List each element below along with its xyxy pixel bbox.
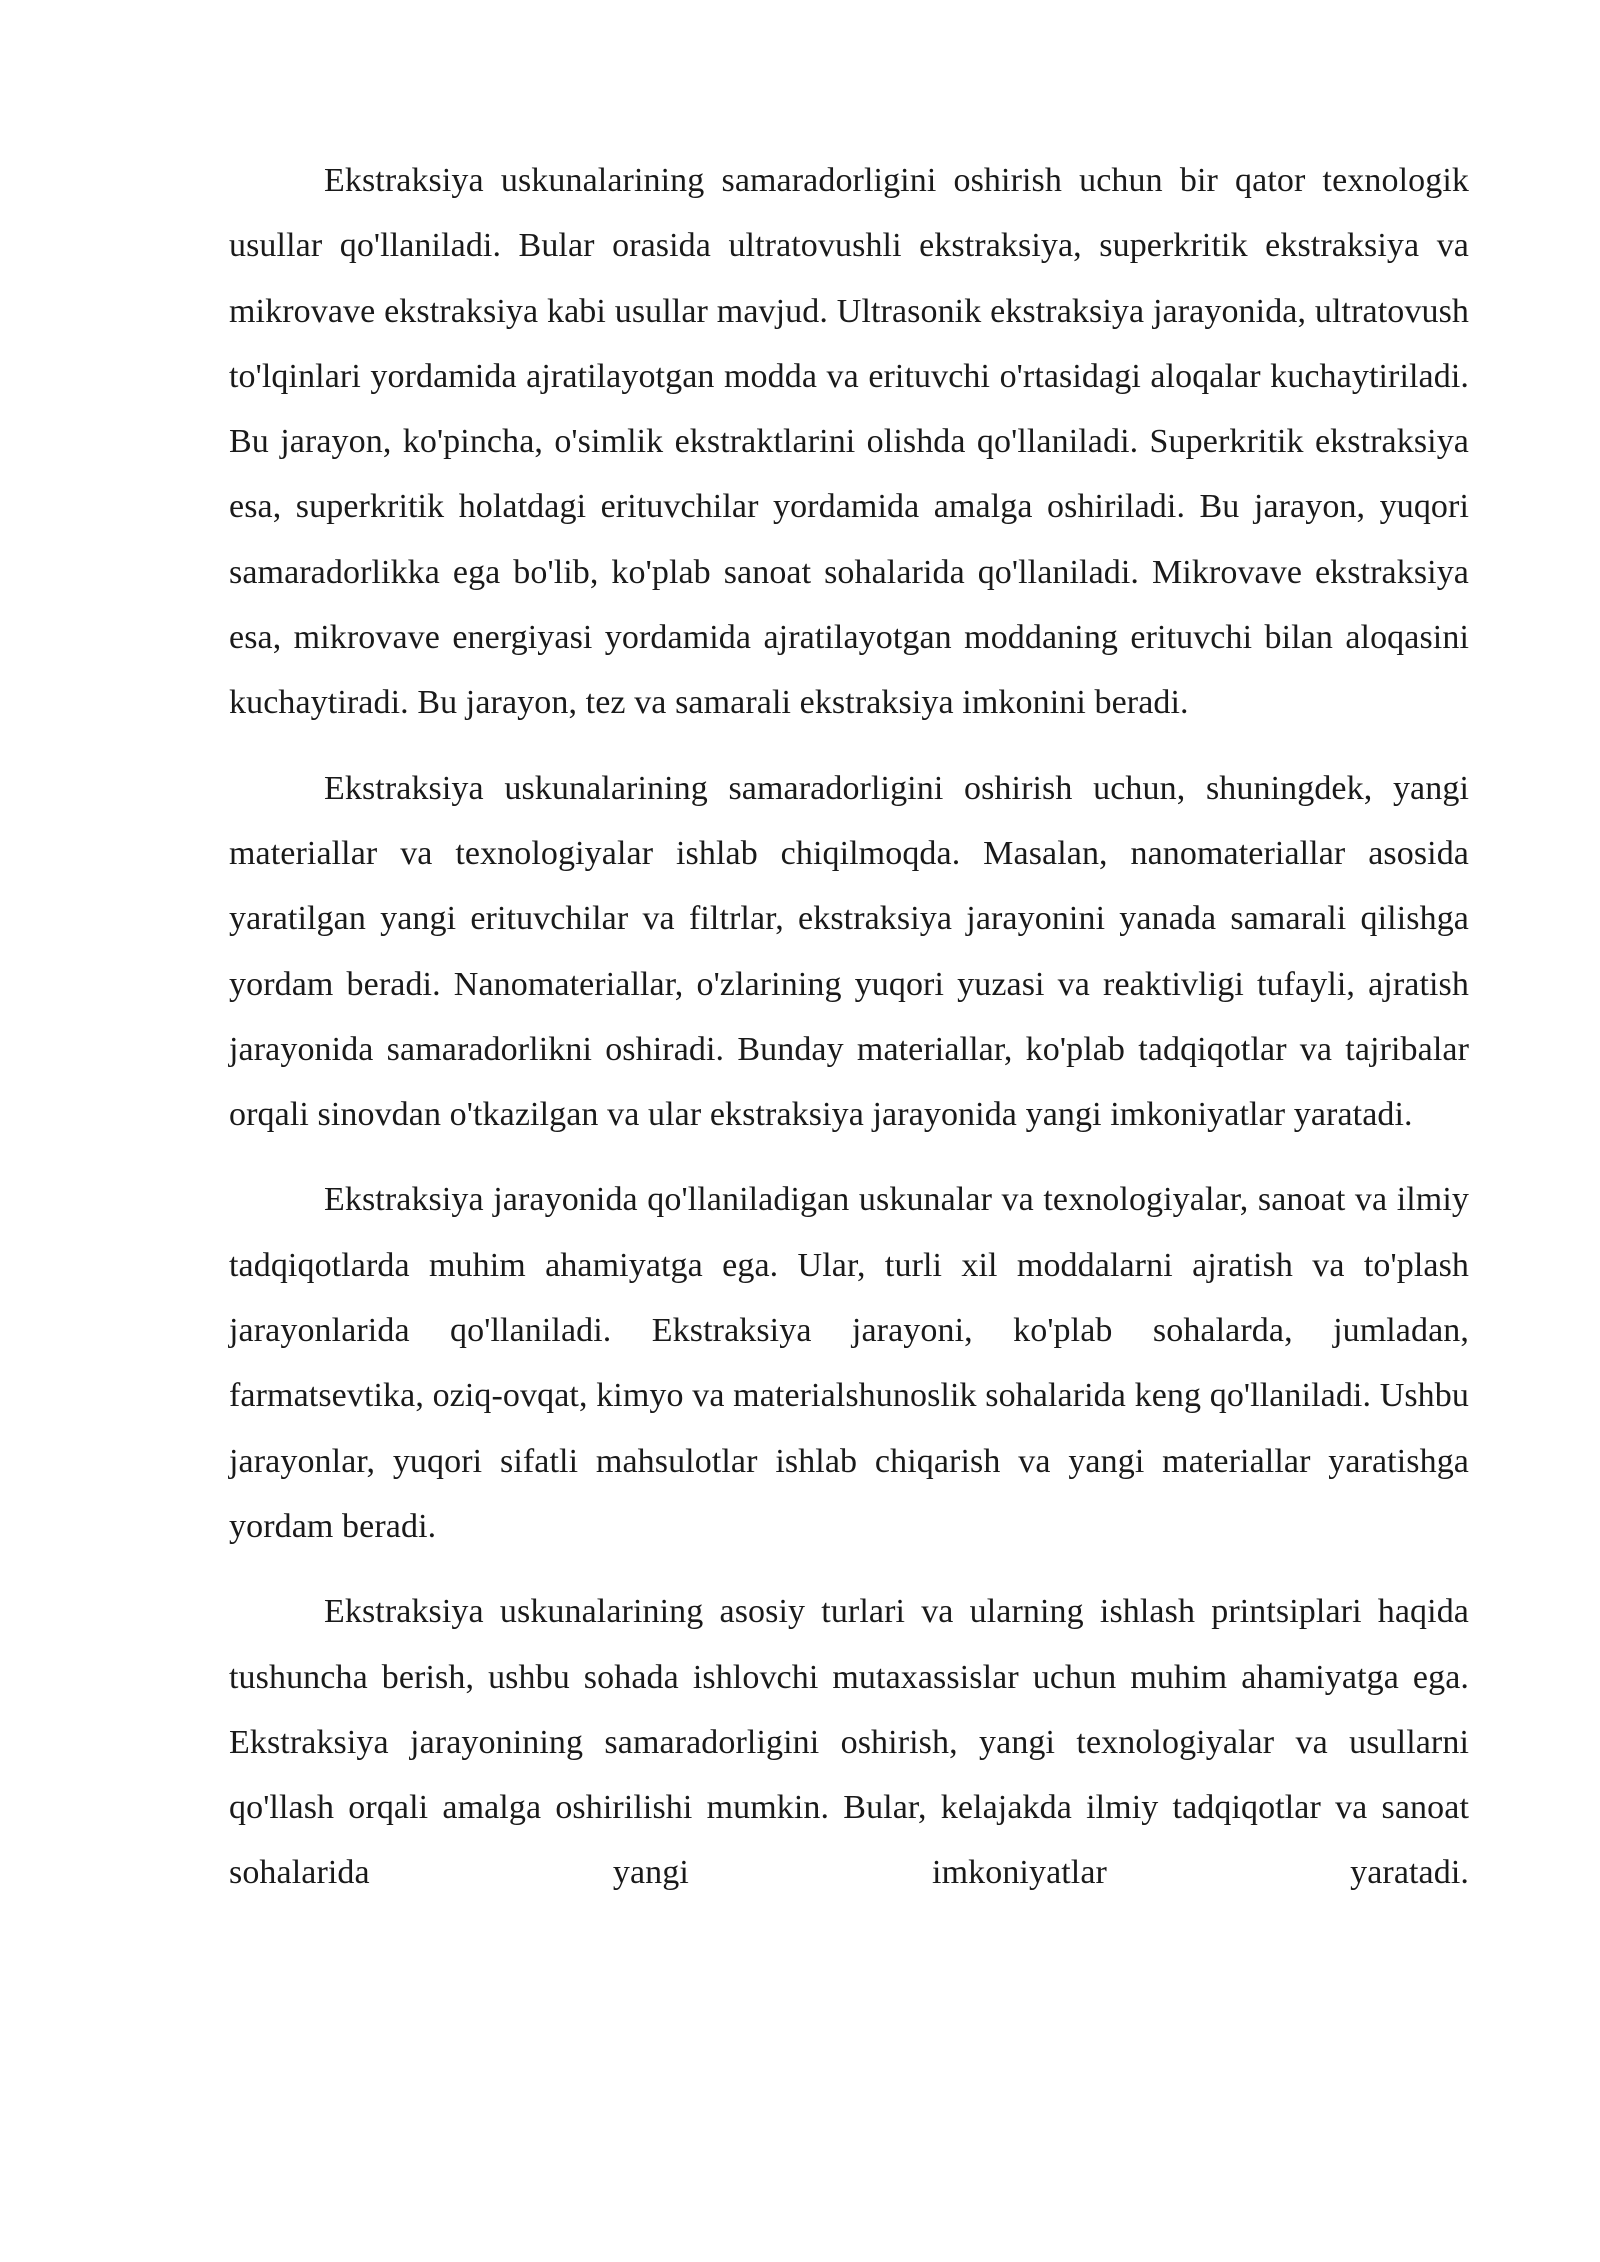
paragraph-4: Ekstraksiya uskunalarining asosiy turlari va ularning ishlash printsiplari haqida tushuncha berish, ushbu sohada ishlovchi mutaxassislar uchun muhim ahamiyatga ega. Ekstraksiya jarayonining samaradorligini oshirish, yangi texnologiyalar va usullarni qo'llash orqali amalga oshirilishi mumkin. Bular, kelajakda ilmiy tadqiqotlar va sanoat sohalarida yangi imkoniyatlar yaratadi. xyxy=(229,1593,1469,1892)
document-body xyxy=(229,148,1469,1926)
paragraph-3: Ekstraksiya jarayonida qo'llaniladigan uskunalar va texnologiyalar, sanoat va ilmiy tadqiqotlarda muhim ahamiyatga ega. Ular, turli xil moddalarni ajratish va to'plash jarayonlarida qo'llaniladi. Ekstraksiya jarayoni, ko'plab sohalarda, jumladan, farmatsevtika, oziq-ovqat, kimyo va materialshunoslik sohalarida keng qo'llaniladi. Ushbu jarayonlar, yuqori sifatli mahsulotlar ishlab chiqarish va yangi materiallar yaratishga yordam beradi. xyxy=(229,1181,1469,1545)
paragraph-1: Ekstraksiya uskunalarining samaradorligini oshirish uchun bir qator texnologik usullar qo'llaniladi. Bular orasida ultratovushli ekstraksiya, superkritik ekstraksiya va mikrovave ekstraksiya kabi usullar mavjud. Ultrasonik ekstraksiya jarayonida, ultratovush to'lqinlari yordamida ajratilayotgan modda va erituvchi o'rtasidagi aloqalar kuchaytiriladi. Bu jarayon, ko'pincha, o'simlik ekstraktlarini olishda qo'llaniladi. Superkritik ekstraksiya esa, superkritik holatdagi erituvchilar yordamida amalga oshiriladi. Bu jarayon, yuqori samaradorlikka ega bo'lib, ko'plab sanoat sohalarida qo'llaniladi. Mikrovave ekstraksiya esa, mikrovave energiyasi yordamida ajratilayotgan moddaning erituvchi bilan aloqasini kuchaytiradi. Bu jarayon, tez va samarali ekstraksiya imkonini beradi. xyxy=(229,162,1469,722)
paragraph-2: Ekstraksiya uskunalarining samaradorligini oshirish uchun, shuningdek, yangi materiallar va texnologiyalar ishlab chiqilmoqda. Masalan, nanomateriallar asosida yaratilgan yangi erituvchilar va filtrlar, ekstraksiya jarayonini yanada samarali qilishga yordam beradi. Nanomateriallar, o'zlarining yuqori yuzasi va reaktivligi tufayli, ajratish jarayonida samaradorlikni oshiradi. Bunday materiallar, ko'plab tadqiqotlar va tajribalar orqali sinovdan o'tkazilgan va ular ekstraksiya jarayonida yangi imkoniyatlar yaratadi. xyxy=(229,769,1469,1134)
